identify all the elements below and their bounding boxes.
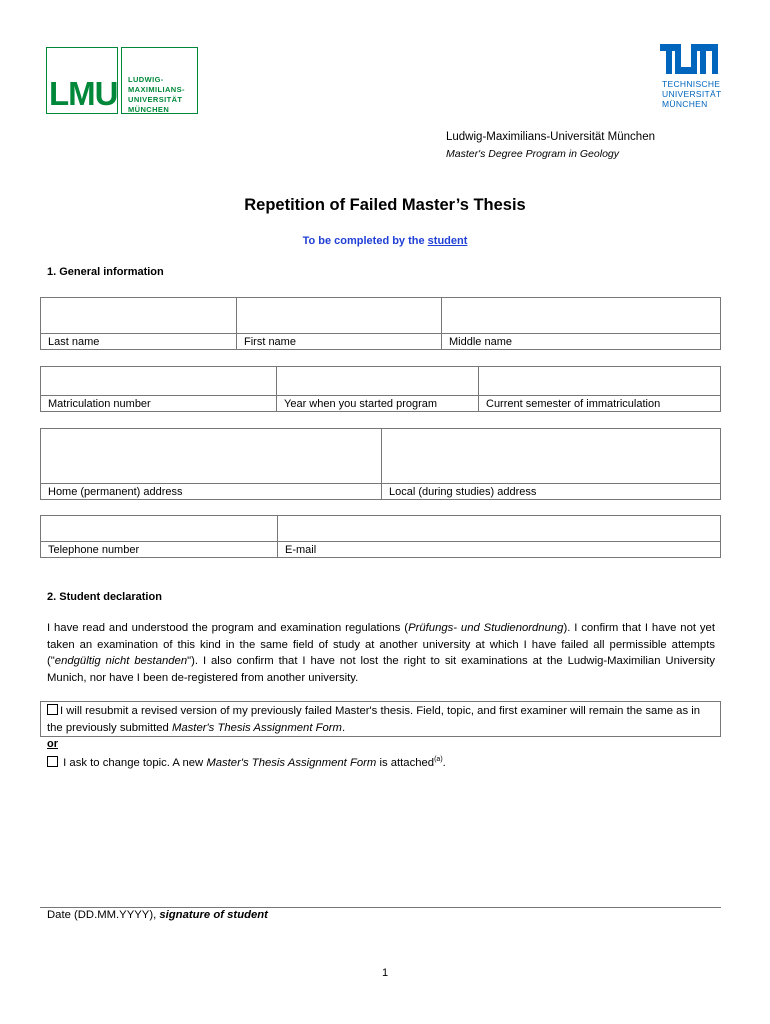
option2-change-topic: I ask to change topic. A new Master's Thesis Assignment Form is attached$^{(a)}$. — [47, 752, 446, 771]
tum-logo-icon — [660, 44, 718, 76]
option1-resubmit: I will resubmit a revised version of my previously failed Master's thesis. Field, topic, and first examiner will remain the same as in the previously submitted Master's Thesis Assignment Form. — [47, 705, 701, 734]
email-field[interactable] — [278, 516, 720, 557]
footnote-marker: (a) — [434, 756, 443, 763]
last-name-field[interactable] — [41, 298, 237, 349]
start-year-label: Year when you started program — [284, 398, 438, 410]
local-address-label: Local (during studies) address — [389, 486, 537, 498]
home-address-field[interactable] — [41, 429, 382, 499]
matriculation-number-field[interactable] — [41, 367, 277, 411]
instruction-emphasis: student — [427, 235, 468, 247]
or-separator: or — [47, 738, 58, 750]
address-fields-row — [40, 428, 721, 500]
signature-label: Date (DD.MM.YYYY), signature of student — [47, 909, 268, 921]
telephone-field[interactable] — [41, 516, 278, 557]
name-fields-row — [40, 297, 721, 350]
university-name: Ludwig-Maximilians-Universität München — [446, 131, 655, 143]
last-name-label: Last name — [48, 336, 100, 348]
matriculation-number-label: Matriculation number — [48, 398, 151, 410]
local-address-field[interactable] — [382, 429, 720, 499]
middle-name-label: Middle name — [449, 336, 512, 348]
email-label: E-mail — [285, 544, 317, 556]
signature-line[interactable] — [40, 907, 721, 908]
document-title: Repetition of Failed Master’s Thesis — [244, 196, 526, 214]
section-general-info-heading: 1. General information — [47, 266, 164, 278]
program-fields-row — [40, 366, 721, 412]
resubmit-checkbox[interactable] — [47, 704, 58, 715]
completion-instruction: To be completed by the student — [302, 235, 468, 247]
program-name: Master's Degree Program in Geology — [446, 148, 619, 160]
section-declaration-heading: 2. Student declaration — [47, 591, 162, 603]
declaration-paragraph: I have read and understood the program and examination regulations (Prüfungs- und Studienordnung). I confirm that I have not yet taken an examination of this kind in the same field of study at another university at which I have failed all permissible attempts ("endgültig nicht bestanden"). I also confirm that I have not lost the right to sit examinations at the Ludwig-Maximilian University Munich, nor have I been de-registered from another university. — [47, 622, 715, 684]
first-name-field[interactable] — [237, 298, 442, 349]
start-year-field[interactable] — [277, 367, 479, 411]
lmu-logo-name: LUDWIG- MAXIMILIANS- UNIVERSITÄT MÜNCHEN — [128, 75, 185, 114]
contact-fields-row — [40, 515, 721, 558]
change-topic-checkbox[interactable] — [47, 756, 58, 767]
tum-logo-name: TECHNISCHE UNIVERSITÄT MÜNCHEN — [662, 79, 722, 109]
home-address-label: Home (permanent) address — [48, 486, 183, 498]
page-number: 1 — [381, 967, 389, 979]
current-semester-label: Current semester of immatriculation — [486, 398, 661, 410]
middle-name-field[interactable] — [442, 298, 720, 349]
first-name-label: First name — [244, 336, 296, 348]
current-semester-field[interactable] — [479, 367, 720, 411]
telephone-label: Telephone number — [48, 544, 140, 556]
lmu-logo-text: LMU — [49, 75, 118, 112]
